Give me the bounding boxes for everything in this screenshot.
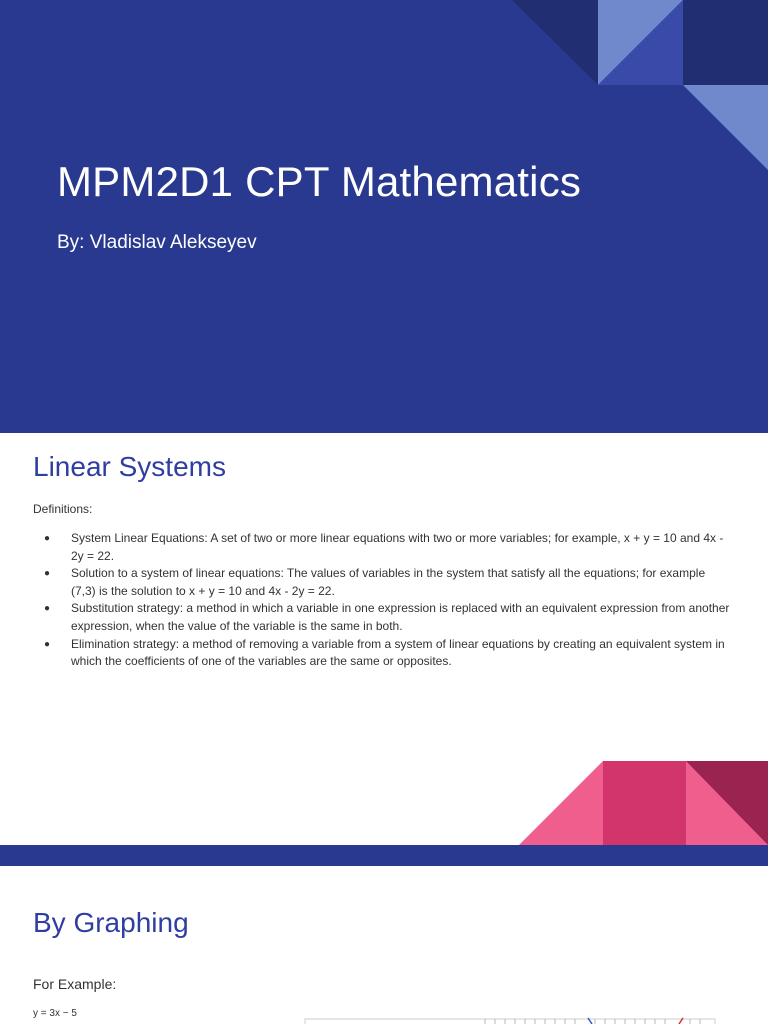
graph-frame	[305, 1019, 715, 1024]
linear-systems-heading: Linear Systems	[33, 451, 226, 482]
definitions-list	[33, 530, 733, 671]
definition-item	[33, 600, 733, 635]
bullet-icon: ●	[44, 603, 51, 615]
deco-triangle-pink-light	[519, 761, 603, 845]
definition-item	[33, 565, 733, 600]
for-example-label: For Example:	[33, 976, 117, 992]
definition-item	[33, 530, 733, 565]
graph-ticks	[485, 1019, 700, 1024]
definition-text: Elimination strategy: a method of removing a variable from a system of linear equations by creating an equivalent system in which the coefficients of one of the variables are the same or opposites.	[71, 636, 725, 669]
bullet-icon: ●	[44, 638, 51, 650]
definitions-label: Definitions:	[33, 502, 93, 516]
bullet-icon: ●	[44, 533, 51, 544]
definition-item	[33, 636, 733, 671]
graphing-heading: By Graphing	[33, 907, 189, 938]
definition-text: Solution to a system of linear equations: The values of variables in the system that satisfy all the equations; for example (7,3) is the solution to x + y = 10 and 4x - 2y = 22.	[71, 566, 706, 598]
title-slide	[0, 0, 768, 433]
deco-triangle-dark	[512, 0, 598, 85]
graphing-slide	[0, 866, 768, 1024]
example-equation: y = 3x − 5	[33, 1008, 77, 1019]
definition-text: Substitution strategy: a method in which a variable in one expression is replaced with an equivalent expression from another expression, when the value of the variable is the same in both.	[71, 601, 730, 633]
deco-square-pink-mid	[603, 761, 686, 845]
bullet-icon: ●	[44, 568, 51, 580]
definition-text: System Linear Equations: A set of two or more linear equations with two or more variables; for example, x + y = 10 and 4x - 2y = 22.	[71, 531, 724, 563]
graph-preview	[0, 866, 768, 1024]
linear-systems-slide	[0, 433, 768, 845]
presentation-title: MPM2D1 CPT Mathematics	[57, 158, 582, 205]
deco-triangle-lower-light	[683, 85, 768, 170]
linear-systems-decoration	[0, 761, 768, 845]
presentation-author: By: Vladislav Alekseyev	[57, 232, 257, 253]
title-slide-decoration	[0, 0, 768, 433]
slide-divider-bar	[0, 845, 768, 866]
deco-square-dark	[683, 0, 768, 85]
